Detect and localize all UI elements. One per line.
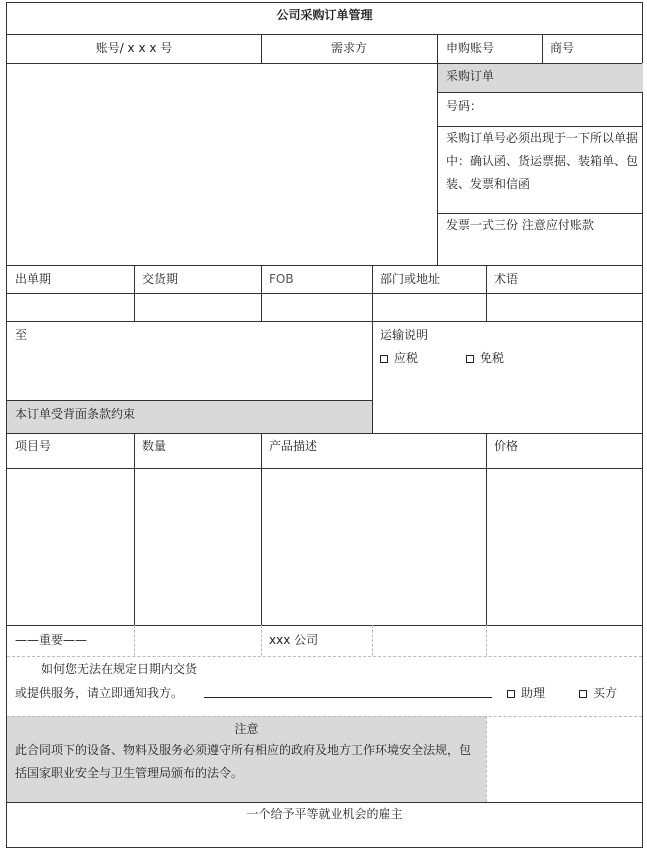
assistant-checkbox[interactable] (507, 690, 515, 698)
buyer-option[interactable] (579, 686, 617, 700)
requisition-label: 申购账号 (446, 41, 495, 55)
delivery-date-label: 交货期 (142, 272, 179, 286)
taxable-checkbox[interactable] (380, 355, 388, 363)
note-title: 注意 (234, 722, 259, 736)
terms-label: 术语 (494, 272, 519, 286)
delivery-notice-line2: 或提供服务，请立即通知我方。 (15, 686, 184, 700)
vendor-number-label: 商号 (550, 41, 575, 55)
equal-opportunity-footer: 一个给予平等就业机会的雇主 (246, 807, 403, 821)
invoice-note: 发票一式三份 注意应付账款 (446, 218, 594, 232)
purchase-order-form (6, 2, 643, 848)
ship-to-label: 至 (15, 328, 28, 342)
taxable-option[interactable] (380, 351, 418, 365)
company-name: xxx 公司 (269, 633, 319, 647)
assistant-option[interactable] (507, 686, 545, 700)
po-notice: 采购订单号必须出现于一下所以单据中：确认函、货运票据、装箱单、包装、发票和信函 (446, 131, 639, 191)
tax-exempt-label: 免税 (480, 351, 505, 365)
buyer-label: 买方 (593, 686, 618, 700)
price-header: 价格 (494, 439, 519, 453)
assistant-label: 助理 (521, 686, 546, 700)
tax-exempt-checkbox[interactable] (466, 355, 474, 363)
shipping-instructions-label: 运输说明 (380, 328, 429, 342)
order-date-label: 出单期 (15, 272, 52, 286)
quantity-header: 数量 (142, 439, 167, 453)
taxable-label: 应税 (394, 351, 419, 365)
important-label: ——重要—— (15, 633, 88, 647)
buyer-checkbox[interactable] (579, 690, 587, 698)
notice-signature-line[interactable] (204, 697, 492, 698)
delivery-notice-line1: 如何您无法在规定日期内交货 (41, 662, 198, 676)
po-header: 采购订单 (446, 69, 495, 83)
terms-notice: 本订单受背面条款约束 (15, 407, 136, 421)
description-header: 产品描述 (269, 439, 318, 453)
po-number-label: 号码： (446, 99, 483, 113)
item-number-header: 项目号 (15, 439, 52, 453)
fob-label: FOB (269, 272, 294, 286)
tax-exempt-option[interactable] (466, 351, 504, 365)
account-label: 账号/ x x x 号 (95, 41, 173, 55)
note-body: 此合同项下的设备、物料及服务必须遵守所有相应的政府及地方工作环境安全法规，包括国家职业安全与卫生管理局颁布的法令。 (15, 743, 472, 780)
requester-label: 需求方 (330, 41, 367, 55)
dept-address-label: 部门或地址 (380, 272, 441, 286)
form-title: 公司采购订单管理 (276, 8, 373, 22)
